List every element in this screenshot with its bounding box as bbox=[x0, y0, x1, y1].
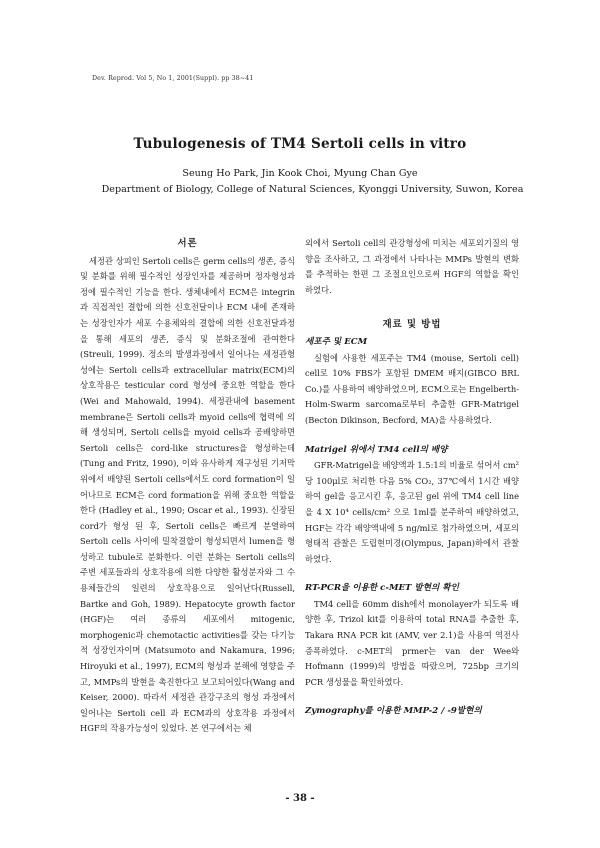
paper-title: Tubulogenesis of TM4 Sertoli cells in vitro bbox=[133, 136, 467, 152]
right-column bbox=[305, 236, 519, 720]
subsection-text-rt-pcr: TM4 cell을 60mm dish에서 monolayer가 되도록 배양한 후, Trizol kit를 이용하여 total RNA를 추출한 후, Takara RNA PCR kit (AMV, ver 2.1)을 사용여 역전사 증폭하였다. c-MET의 prmer는 van der Wee와 Hofmann (1999)의 방법을 따랐으며, 725bp 크기의 PCR 생성물을 확인하였다. bbox=[305, 598, 519, 687]
page-number: - 38 - bbox=[285, 793, 315, 804]
subsection-title-zymography: Zymography를 이용한 MMP-2 / -9발현의 bbox=[305, 706, 482, 717]
intro-heading: 서론 bbox=[177, 238, 198, 249]
subsection-text-matrigel: GFR-Matrigel을 배양액과 1.5:1의 비율로 섞어서 cm²당 100μl로 처리한 다음 5% CO₂, 37℃에서 1시간 배양하여 gel을 응고시킨 후, 응고된 gel 위에 TM4 cell line을 4 X 10⁴ cells/cm² 으로 1ml를 분주하여 배양하였고, HGF는 각각 배양액내에 5 ng/ml로 첨가하였으며, 세포의 형태적 관찰은 도립현미경(Olympus, Japan)하에서 관찰하였다. bbox=[305, 460, 519, 564]
subsection-title-cell-line: 세포주 및 ECM bbox=[305, 336, 368, 347]
subsection-title-matrigel: Matrigel 위에서 TM4 cell의 배양 bbox=[305, 444, 448, 455]
subsection-text-cell-line: 실험에 사용한 세포주는 TM4 (mouse, Sertoli cell) cell로 10% FBS가 포함된 DMEM 배지(GIBCO BRL Co.)를 사용하여 배양하였으며, ECM으로는 Engelberth-Holm-Swarm sarcoma로부터 추출한 GFR-Matrigel (Becton Dikinson, Becford, MA)을 사용하였다. bbox=[305, 352, 519, 425]
paper-affiliation: Department of Biology, College of Natural Sciences, Kyonggi University, Suwon, Korea bbox=[101, 184, 524, 195]
methods-heading: 재료 및 방법 bbox=[382, 319, 442, 331]
paper-authors: Seung Ho Park, Jin Kook Choi, Myung Chan Gye bbox=[182, 168, 418, 179]
intro-paragraph: 세정관 상피인 Sertoli cells은 germ cells의 생존, 증식 및 분화를 위해 필수적인 성장인자를 제공하며 정자형성과정에 필수적인 기능을 한다. 생체내에서 ECM은 integrin과 직접적인 결합에 의한 신호전달이나 ECM 내에 존재하는 성장인자가 세포 수용체와의 결합에 의한 신호전달과정을 통해 세포의 생존, 증식 및 분화조절에 관여한다(Streuli, 1999). 정소의 발생과정에서 일어나는 세정관형성에는 Sertoli cells과 extracellular matrix(ECM)의 상호작용은 testicular cord 형성에 중요한 역할을 한다 (Wei and Mahowald, 1994). 세정관내에 basement membrane은 Sertoli cells과 myoid cells에 협력에 의해 생성되며, Sertoli cells을 myoid cells과 공배양하면 Sertoli cells은 cord-like structures을 형성하는데 (Tung and Fritz, 1990), 이와 유사하게 재구성된 기저막위에서 배양된 Sertoli cells에서도 cord formation이 일어나므로 ECM은 cord formation을 위해 중요한 역할을 한다 (Hadley et al., 1990; Oscar et al., 1993). 신장된 cord가 형성 된 후, Sertoli cells은 빠르게 분열하여 Sertoli cells 사이에 밀착결합이 형성되면서 lumen을 형성하고 tubule로 분화한다. 이런 분화는 Sertoli cells의 주변 세포들과의 상호작용에 의한 다양한 활성분자와 그 수용체들간의 일련의 상호작용으로 일어난다(Russell, Bartke and Goh, 1989). Hepatocyte growth factor (HGF)는 여러 종류의 세포에서 mitogenic, morphogenic과 chemotactic activities를 갖는 다기능적 성장인자이며 (Matsumoto and Nakamura, 1996; Hiroyuki et al., 1997), ECM의 형성과 분해에 영향을 주고, MMPs의 발현을 촉진한다고 보고되어있다(Wang and Keiser, 2000). 따라서 세정관 관강구조의 형성 과정에서 일어나는 Sertoli cell 과 ECM과의 상호작용 과정에서 HGF의 작용가능성이 있었다. 본 연구에서는 체 bbox=[80, 255, 295, 734]
subsection-title-rt-pcr: RT-PCR을 이용한 c-MET 발현의 확인 bbox=[305, 583, 459, 594]
left-column bbox=[80, 236, 295, 737]
journal-citation: Dev. Reprod. Vol 5, No 1, 2001(Suppl). pp 38~41 bbox=[92, 75, 254, 82]
intro-paragraph-continued: 외에서 Sertoli cell의 관강형성에 미치는 세포외기질의 영향을 조사하고, 그 과정에서 나타나는 MMPs 발현의 변화를 추적하는 한편 그 조절요인으로써 HGF의 역할을 확인하였다. bbox=[305, 238, 519, 295]
